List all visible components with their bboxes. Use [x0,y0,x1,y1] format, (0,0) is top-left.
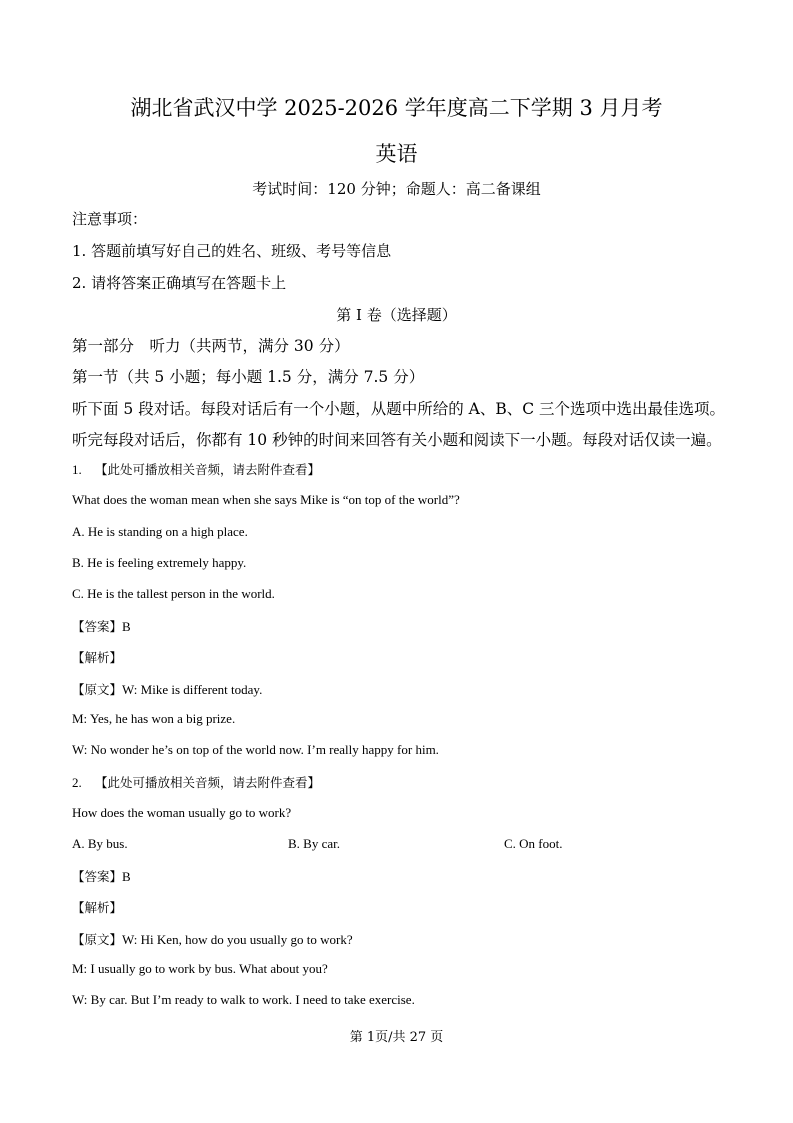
question-1-stem: What does the woman mean when she says Mike is “on top of the world”? [72,492,460,507]
question-1-option-c: C. He is the tallest person in the world. [72,586,275,601]
question-1-transcript-1 [72,680,262,698]
question-2-option-a: A. By bus. [72,836,128,851]
notice-item-1: 1. 答题前填写好自己的姓名、班级、考号等信息 [72,242,392,260]
instruction-line-2: 听完每段对话后，你都有 10 秒钟的时间来回答有关小题和阅读下一小题。每段对话仅读一遍。 [72,431,722,449]
instruction-line-1: 听下面 5 段对话。每段对话后有一个小题，从题中所给的 A、B、C 三个选项中选出最佳选项。 [72,400,726,418]
question-2-option-c: C. On foot. [504,836,563,851]
notice-heading: 注意事项： [72,210,148,228]
question-2-option-b: B. By car. [288,836,340,851]
analysis-label: 【解析】 [72,650,123,665]
transcript-line: W: Hi Ken, how do you usually go to work? [122,932,353,947]
section1-heading: 第一节（共 5 小题；每小题 1.5 分，满分 7.5 分） [72,368,425,386]
exam-title: 湖北省武汉中学 2025-2026 学年度高二下学期 3 月月考 [130,96,663,120]
exam-info: 考试时间：120 分钟；命题人：高二备课组 [252,180,541,198]
answer-value: B [122,869,131,884]
transcript-line: W: Mike is different today. [122,682,263,697]
question-1-transcript-3: W: No wonder he’s on top of the world now. I’m really happy for him. [72,742,439,757]
answer-label: 【答案】 [72,619,123,634]
question-2-analysis [72,898,122,916]
audio-note: 【此处可播放相关音频，请去附件查看】 [95,462,321,477]
question-2-transcript-3: W: By car. But I’m ready to walk to work. I need to take exercise. [72,992,415,1007]
original-label: 【原文】 [72,682,123,697]
question-number: 1. [72,462,82,477]
question-1-transcript-2: M: Yes, he has won a big prize. [72,711,236,726]
question-1-header [72,460,320,478]
part1-heading: 第一部分 听力（共两节，满分 30 分） [72,337,350,355]
original-label: 【原文】 [72,932,123,947]
question-2-header [72,773,320,791]
question-1-answer [72,617,131,635]
question-1-analysis [72,648,122,666]
question-2-stem: How does the woman usually go to work? [72,805,292,820]
page-footer: 第 1页/共 27 页 [349,1030,444,1045]
question-2-transcript-2: M: I usually go to work by bus. What about you? [72,961,328,976]
question-2-transcript-1 [72,930,353,948]
analysis-label: 【解析】 [72,900,123,915]
answer-label: 【答案】 [72,869,123,884]
question-number: 2. [72,775,82,790]
subject-title: 英语 [375,142,418,166]
question-2-answer [72,867,131,885]
answer-value: B [122,619,131,634]
audio-note: 【此处可播放相关音频，请去附件查看】 [95,775,321,790]
question-1-option-b: B. He is feeling extremely happy. [72,555,247,570]
question-1-option-a: A. He is standing on a high place. [72,524,248,539]
notice-item-2: 2. 请将答案正确填写在答题卡上 [72,274,287,292]
volume-title: 第 I 卷（选择题） [336,306,457,324]
